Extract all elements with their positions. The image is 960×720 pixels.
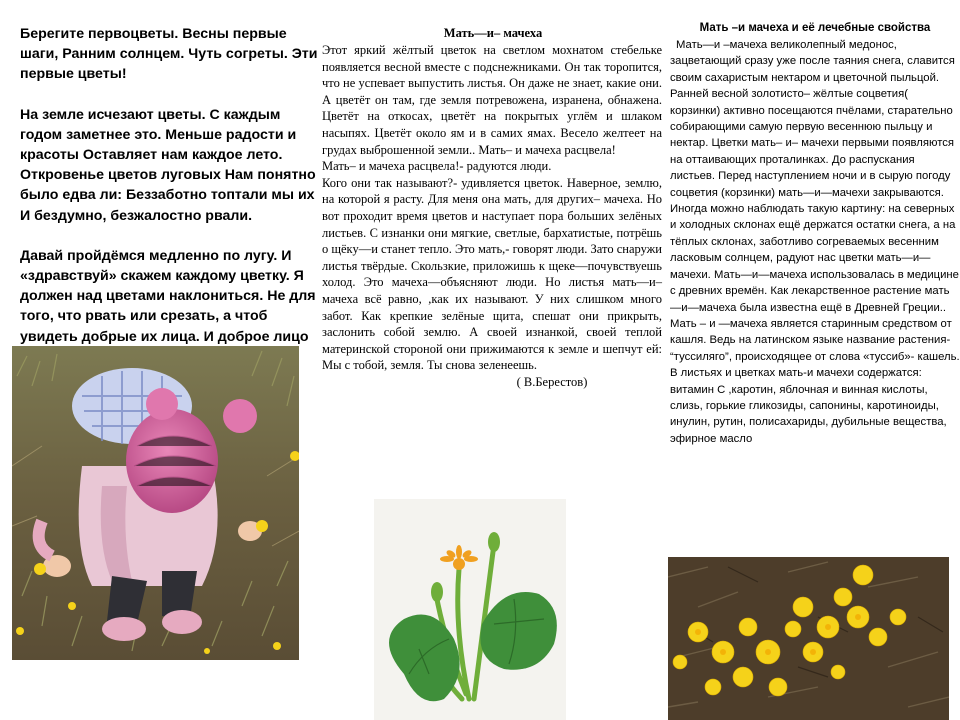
story-paragraph-3: Кого они так называют?- удивляется цветок. Наверное, землю, на которой я расту. Для меня она мать, для других– мачеха. Но вот проходит время цветов и наступает пора больших зелёных листьев. С изнанки они мягкие, светлые, бархатистые, потрёшь о щёку—и станет тепло. Это мать,- говорят люди. Зато снаружи листья твёрдые. Скользкие, приложишь к щеке—почувствуешь холод. Это мачеха—объясняют люди. Но листья мать—и– мачеха всё равно, ,как их называют. У них слишком много забот. Как крепкие зелёные щита, спешат они прикрыть, заслонить собой землю. А своей изнанкой, своей теплой материнской стороной они прижимаются к земле и шепчут ей: Мы с тобой, земля. Ты снова зеленеешь. <box>322 175 662 373</box>
medicinal-properties-title: Мать –и мачеха и её лечебные свойства <box>699 22 931 34</box>
story-paragraph-1: Этот яркий жёлтый цветок на светлом мохнатом стебельке появляется весной вместе с подснежниками. Он так торопится, что не успевает выпустить листья. Он даже не знает, какие они. А цветёт он там, где земля потревожена, изранена, обнажена. Цветёт на откосах, цветёт на покрытых углём и шлаком насыпях. Цветёт около ям и в самих ямах. Весело желтеет на грудах выброшенной земли.. Мать– и мачеха расцвела! <box>322 43 662 157</box>
coltsfoot-drawing-illustration <box>374 499 566 720</box>
poem-stanza-3: Давай пройдёмся медленно по лугу. И «здравствуй» скажем каждому цветку. Я должен над цветами наклониться. Не для того, что рвать или срезать, а чтоб увидеть добрые их лица. И доброе лицо <box>20 247 316 345</box>
story-title: Мать—и– мачеха <box>443 26 543 40</box>
story-column <box>322 42 662 390</box>
story-author: ( В.Берестов) <box>516 374 588 389</box>
coltsfoot-drawing <box>374 499 566 720</box>
story-paragraph-2: Мать– и мачеха расцвела!- радуются люди. <box>322 159 552 174</box>
coltsfoot-flowers-photo <box>668 557 949 720</box>
child-photo-illustration <box>12 346 299 660</box>
child-picking-flowers-photo <box>12 346 299 660</box>
coltsfoot-flowers-illustration <box>668 557 949 720</box>
poem-stanza-2: На земле исчезают цветы. С каждым годом заметнее это. Меньше радости и красоты Оставляет нам каждое лето. Откровенье цветов луговых Нам понятно было едва ли: Беззаботно топтали мы их И бездумно, безжалостно рвали. <box>20 106 316 224</box>
medicinal-properties-column <box>670 37 960 447</box>
poem-column <box>20 24 325 387</box>
poem-stanza-1: Берегите первоцветы. Весны первые шаги, Ранним солнцем. Чуть согреты. Эти первые цветы! <box>20 26 318 83</box>
medicinal-properties-text: Мать—и –мачеха великолепный медонос, зацветающий сразу уже после таяния снега, славится своим сахаристым нектаром и цветочной пыльцой. Ранней весной золотисто– жёлтые соцветия( корзинки) активно посещаются пчёлами, старательно собирающими самую первую весеннюю пыльцу и нектар. Цветки мать– и– мачехи первыми появляются на оттаивающих проталинках. До распускания листьев. Перед наступлением ночи и в сырую погоду соцветия (корзинки) мать—и—мачехи закрываются. Иногда можно наблюдать такую картину: на северных и холодных склонах ещё держатся остатки снега, а на тёплых склонах, заботливо согреваемых весенним ласковым солнцем, радуют нас цветки мать—и—мачехи. Мать—и—мачеха использовалась в медицине с древних времён. Как лекарственное растение мать—и—мачеха была известна ещё в Древней Греции.. Мать – и —мачеха является старинным средством от кашля. Ведь на латинском языке название растения- “туссиляго”, происходящее от слова «туссиб»- кашель. В листьях и цветках мать-и мачехи содержатся: витамин С ,каротин, яблочная и винная кислоты, слизь, горькие гликозиды, сапонины, каротиноиды, инулин, рутин, полисахариды, дубильные вещества, эфирное масло <box>670 39 960 445</box>
